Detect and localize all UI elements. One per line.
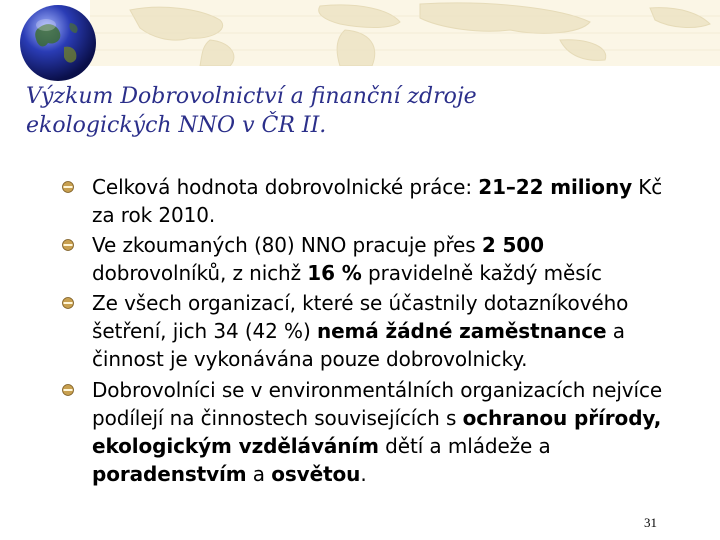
bullet-text: a <box>246 462 272 486</box>
bullet-text-bold: 2 500 <box>481 233 544 257</box>
slide-title <box>26 82 586 140</box>
bullet-icon <box>62 239 74 251</box>
bullet-text: Ze všech organizací, které se účastnily dotazníkového šetření, jich 34 (42 %) <box>92 291 629 343</box>
bullet-icon <box>62 297 74 309</box>
bullet-text: Kč za rok 2010. <box>92 175 663 227</box>
slide-title-line-1: Výzkum Dobrovolnictví a finanční zdroje <box>26 84 477 109</box>
bullet-icon <box>62 181 74 193</box>
world-map-banner <box>90 0 720 66</box>
bullet-text-bold: 21–22 miliony <box>478 175 633 199</box>
bullet-icon <box>62 384 74 396</box>
bullet-text-bold: osvětou <box>271 462 361 486</box>
globe-icon <box>18 3 98 83</box>
bullet-text-bold: 16 % <box>307 261 362 285</box>
bullet-list <box>62 173 682 488</box>
bullet-text: Celková hodnota dobrovolnické práce: <box>92 175 479 199</box>
bullet-item <box>62 173 682 229</box>
bullet-item <box>62 231 682 287</box>
world-map-graphic <box>90 0 720 66</box>
bullet-text: a činnost je vykonávána pouze dobrovolnicky. <box>92 319 625 371</box>
bullet-item <box>62 289 682 373</box>
bullet-text: Ve zkoumaných (80) NNO pracuje přes <box>92 233 482 257</box>
bullet-text: pravidelně každý měsíc <box>361 261 602 285</box>
page-number: 31 <box>644 515 657 530</box>
bullet-text-bold: poradenstvím <box>92 462 247 486</box>
slide-title-line-2: ekologických NNO v ČR II. <box>26 113 327 138</box>
bullet-text: . <box>360 462 367 486</box>
bullet-text-bold: ochranou přírody, ekologickým vzděláváním <box>92 406 662 458</box>
bullet-text-bold: nemá žádné zaměstnance <box>316 319 607 343</box>
bullet-text: Dobrovolníci se v environmentálních organizacích nejvíce podílejí na činnostech souvisejících s <box>92 378 663 430</box>
bullet-item <box>62 376 682 488</box>
bullet-text: dobrovolníků, z nichž <box>92 261 308 285</box>
bullet-text: dětí a mládeže a <box>378 434 551 458</box>
